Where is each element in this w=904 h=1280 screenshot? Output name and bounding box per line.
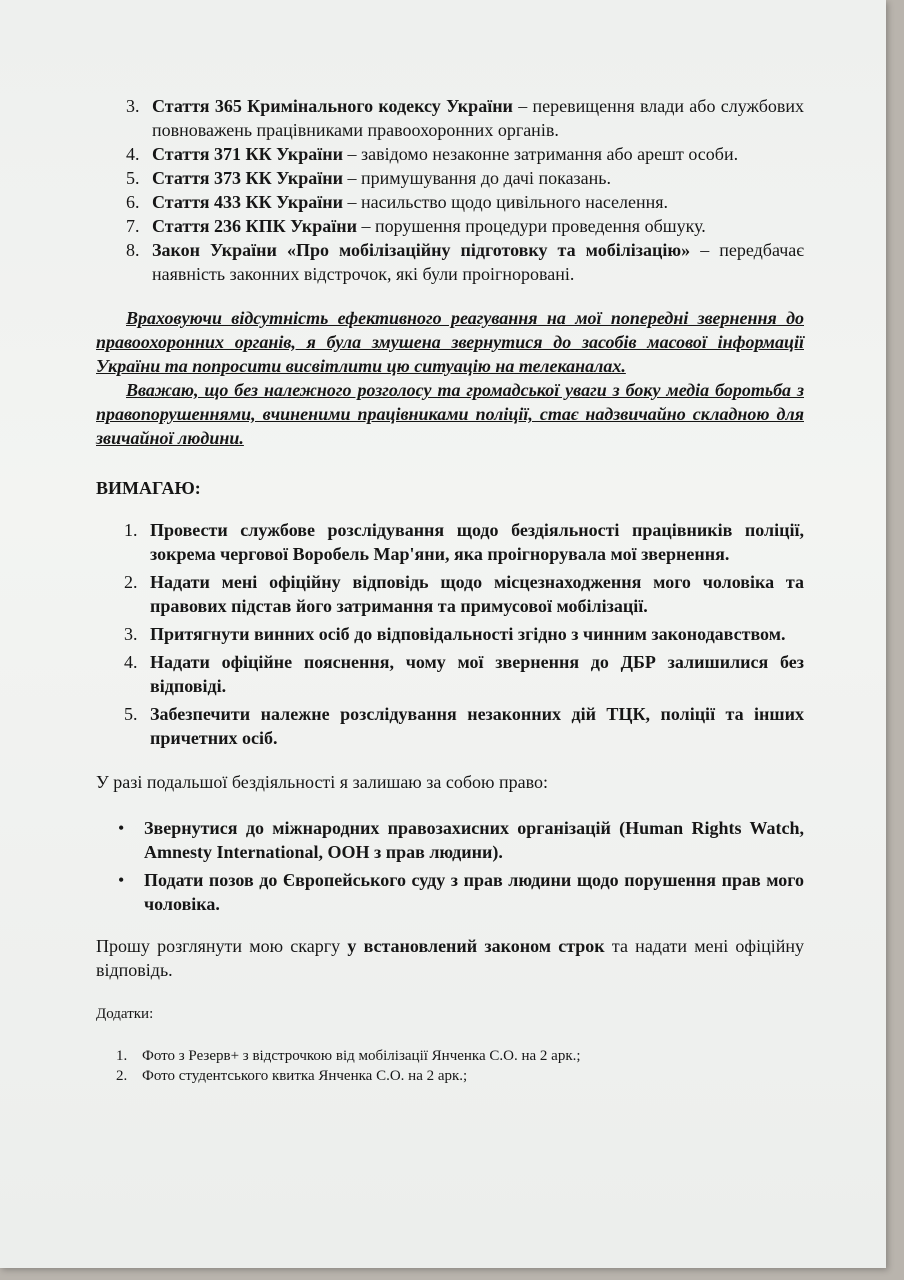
list-item <box>96 868 804 916</box>
attachment-text: Фото студентського квитка Янченка С.О. на 2 арк.; <box>142 1068 468 1084</box>
demand-text: Провести службове розслідування щодо бездіяльності працівників поліції, зокрема чергової Воробель Мар'яни, яка проігнорувала мої звернення. <box>150 520 804 564</box>
article-title: Стаття 371 КК України <box>152 144 344 164</box>
item-number: 2. <box>116 1068 128 1084</box>
article-title: Стаття 373 КК України <box>152 168 344 188</box>
demand-text: Надати офіційне пояснення, чому мої звернення до ДБР залишилися без відповіді. <box>150 652 804 696</box>
demand-text: Забезпечити належне розслідування незаконних дій ТЦК, поліції та інших причетних осіб. <box>150 704 804 748</box>
article-description: – порушення процедури проведення обшуку. <box>357 216 706 236</box>
list-item <box>96 1046 804 1066</box>
list-item <box>96 518 804 566</box>
request-text-end: та надати мені офіційну відповідь. <box>96 936 804 980</box>
article-title: Стаття 236 КПК України <box>152 216 358 236</box>
list-item <box>96 570 804 618</box>
legal-articles-list <box>96 94 804 286</box>
bullet-text: Звернутися до міжнародних правозахисних організацій (Human Rights Watch, Amnesty International, ООН з прав людини). <box>144 818 804 862</box>
item-number: 7. <box>126 216 140 236</box>
demand-text: Надати мені офіційну відповідь щодо місцезнаходження мого чоловіка та правових підстав його затримання та примусової мобілізації. <box>150 572 804 616</box>
list-item <box>96 650 804 698</box>
article-description: – перевищення влади або службових повноважень працівниками правоохоронних органів. <box>152 96 804 140</box>
attachment-text: Фото з Резерв+ з відстрочкою від мобілізації Янченка С.О. на 2 арк.; <box>142 1048 581 1064</box>
list-item <box>96 94 804 142</box>
item-number: 1. <box>124 520 138 540</box>
list-item <box>96 142 804 166</box>
item-number: 4. <box>126 144 140 164</box>
item-number: 4. <box>124 652 138 672</box>
media-attention-paragraph: Вважаю, що без належного розголосу та громадської уваги з боку медіа боротьба з правопорушеннями, вчиненими працівниками поліції, стає надзвичайно складною для звичайної людини. <box>96 380 804 448</box>
bullet-icon: • <box>118 870 125 890</box>
request-text-start: Прошу розглянути мою скаргу <box>96 936 348 956</box>
attachments-list <box>96 1046 804 1086</box>
item-number: 5. <box>126 168 140 188</box>
list-item <box>96 214 804 238</box>
article-description: – передбачає наявність законних відстрочок, які були проігноровані. <box>152 240 804 284</box>
article-description: – насильство щодо цивільного населення. <box>343 192 669 212</box>
demand-text: Притягнути винних осіб до відповідальності згідно з чинним законодавством. <box>150 624 786 644</box>
document-body <box>96 94 804 1086</box>
list-item <box>96 622 804 646</box>
request-deadline-text: у встановлений законом строк <box>347 936 605 956</box>
item-number: 2. <box>124 572 138 592</box>
item-number: 1. <box>116 1048 128 1064</box>
article-description: – примушування до дачі показань. <box>343 168 612 188</box>
item-number: 8. <box>126 240 140 260</box>
list-item <box>96 166 804 190</box>
bullet-icon: • <box>118 818 125 838</box>
list-item <box>96 702 804 750</box>
article-title: Стаття 365 Кримінального кодексу України <box>152 96 513 116</box>
item-number: 3. <box>126 96 140 116</box>
article-description: – завідомо незаконне затримання або арешт особи. <box>343 144 739 164</box>
request-paragraph <box>96 934 804 982</box>
list-item <box>96 238 804 286</box>
item-number: 5. <box>124 704 138 724</box>
attachments-heading: Додатки: <box>96 1006 154 1022</box>
item-number: 3. <box>124 624 138 644</box>
reserve-rights-text: У разі подальшої бездіяльності я залишаю за собою право: <box>96 772 548 792</box>
demands-heading: ВИМАГАЮ: <box>96 478 201 498</box>
article-title: Стаття 433 КК України <box>152 192 344 212</box>
list-item <box>96 190 804 214</box>
article-title: Закон України «Про мобілізаційну підготовку та мобілізацію» <box>152 240 691 260</box>
item-number: 6. <box>126 192 140 212</box>
demands-list <box>96 518 804 750</box>
list-item <box>96 1066 804 1086</box>
media-appeal-paragraph: Враховуючи відсутність ефективного реагування на мої попередні звернення до правоохоронних органів, я була змушена звернутися до засобів масової інформації України та попросити висвітлити цю ситуацію на телеканалах. <box>96 308 804 376</box>
list-item <box>96 816 804 864</box>
rights-bullet-list <box>96 816 804 916</box>
bullet-text: Подати позов до Європейського суду з прав людини щодо порушення прав мого чоловіка. <box>144 870 804 914</box>
